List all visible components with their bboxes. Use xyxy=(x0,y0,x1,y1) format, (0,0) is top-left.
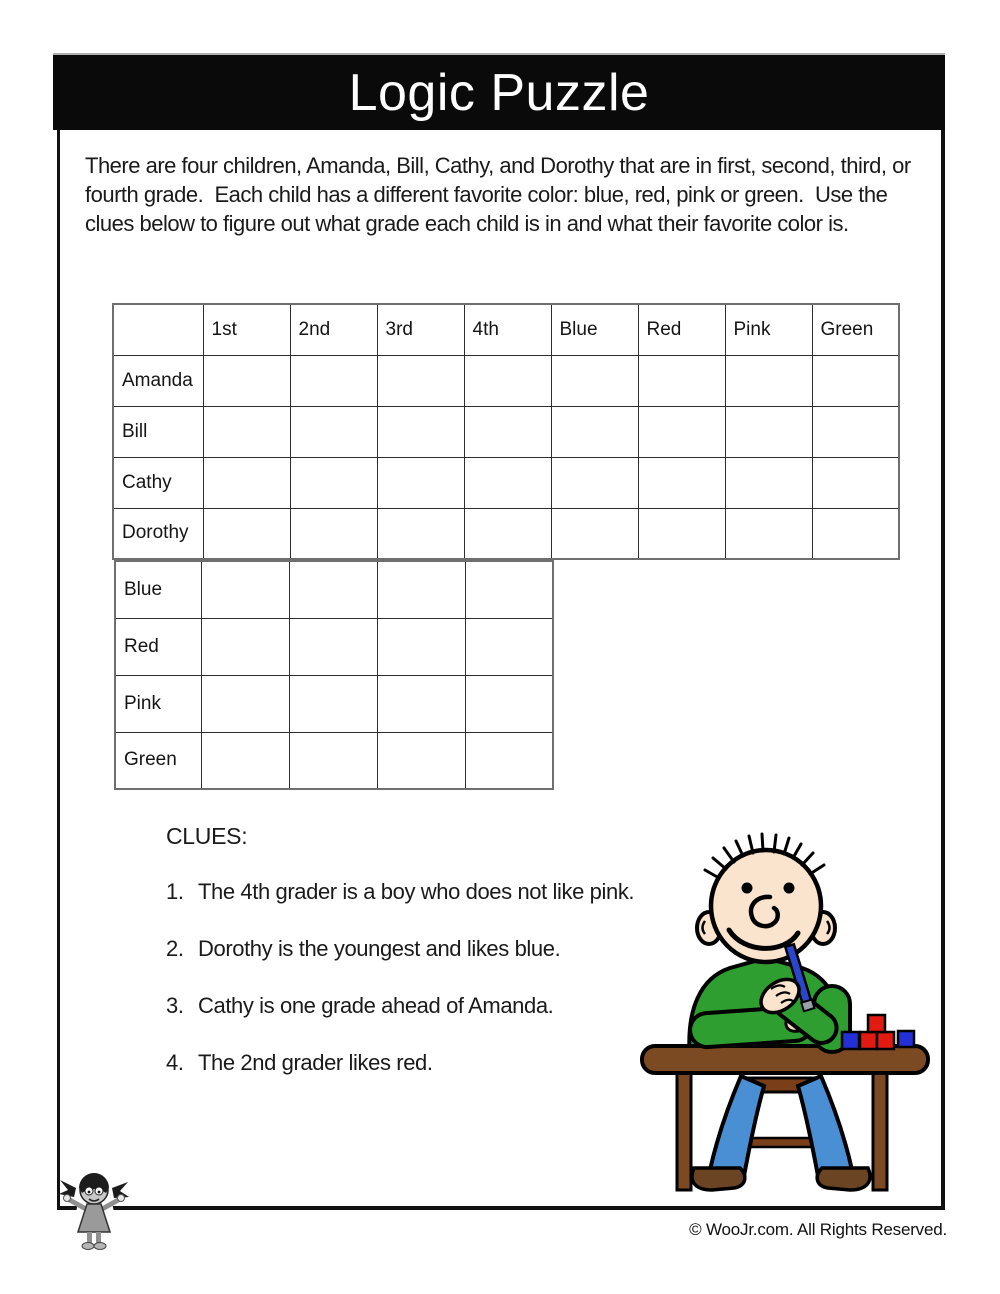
grid-cell xyxy=(465,618,553,675)
grid-cell xyxy=(203,457,290,508)
grid-cell xyxy=(289,732,377,789)
clue-number: 4. xyxy=(166,1050,184,1075)
grid-cell xyxy=(638,406,725,457)
mascot-hand xyxy=(118,1195,125,1202)
row-header-amanda: Amanda xyxy=(113,355,203,406)
grid-cell xyxy=(201,561,289,618)
desk-leg xyxy=(873,1068,887,1190)
grid-cell xyxy=(725,355,812,406)
grid-cell xyxy=(551,355,638,406)
grid-cell xyxy=(203,355,290,406)
boy-eye xyxy=(742,883,753,894)
grid-cell xyxy=(465,732,553,789)
grid-cell xyxy=(812,457,899,508)
logic-grid-main xyxy=(112,303,900,560)
clues-heading: CLUES: xyxy=(166,823,248,849)
grid-cell xyxy=(812,508,899,559)
footer-copyright: © WooJr.com. All Rights Reserved. xyxy=(689,1220,947,1239)
boy-head xyxy=(711,850,821,962)
block-red xyxy=(877,1032,894,1049)
boy-eye xyxy=(784,883,795,894)
row-header-pink: Pink xyxy=(115,675,201,732)
grid-cell xyxy=(377,355,464,406)
grid-cell xyxy=(377,457,464,508)
column-header-3rd: 3rd xyxy=(377,304,464,355)
grid-cell xyxy=(464,355,551,406)
column-header-red: Red xyxy=(638,304,725,355)
grid-cell xyxy=(551,457,638,508)
row-header-bill: Bill xyxy=(113,406,203,457)
clue-text: The 4th grader is a boy who does not like pink. xyxy=(198,879,635,904)
mascot-pupil xyxy=(98,1191,101,1194)
grid-cell xyxy=(638,508,725,559)
boy-shoe xyxy=(692,1168,745,1190)
grid-cell xyxy=(289,618,377,675)
block-blue xyxy=(842,1032,859,1049)
clue-text: The 2nd grader likes red. xyxy=(198,1050,433,1075)
grid-cell xyxy=(638,457,725,508)
grid-cell xyxy=(551,406,638,457)
boy-leg xyxy=(798,1076,852,1176)
grid-cell xyxy=(201,675,289,732)
grid-row-dorothy xyxy=(113,508,899,559)
intro-paragraph: There are four children, Amanda, Bill, Cathy, and Dorothy that are in first, second, third, or fourth grade. Each child has a different favorite color: blue, red, pink or green. Use the clues below to figure out what grade each child is in and what their favorite color is. xyxy=(85,153,917,236)
mascot-hand xyxy=(64,1195,71,1202)
grid-cell xyxy=(377,406,464,457)
grid-cell xyxy=(290,457,377,508)
grid-cell xyxy=(638,355,725,406)
clue-number: 1. xyxy=(166,879,184,904)
grid-cell xyxy=(201,618,289,675)
grid-row-amanda xyxy=(113,355,899,406)
mascot-pupil xyxy=(88,1191,91,1194)
boy-shoe xyxy=(817,1168,870,1190)
grid-cell xyxy=(290,355,377,406)
grid-row-cathy xyxy=(113,457,899,508)
grid-row-red xyxy=(115,618,553,675)
page-title: Logic Puzzle xyxy=(348,63,650,122)
boy-at-desk-illustration xyxy=(628,826,933,1198)
row-header-red: Red xyxy=(115,618,201,675)
column-header-2nd: 2nd xyxy=(290,304,377,355)
grid-cell xyxy=(812,355,899,406)
grid-corner-cell xyxy=(113,304,203,355)
grid-cell xyxy=(465,675,553,732)
row-header-cathy: Cathy xyxy=(113,457,203,508)
clue-number: 2. xyxy=(166,936,184,961)
block-red xyxy=(860,1032,877,1049)
grid-cell xyxy=(290,508,377,559)
column-header-4th: 4th xyxy=(464,304,551,355)
grid-cell xyxy=(289,561,377,618)
row-header-dorothy: Dorothy xyxy=(113,508,203,559)
block-red xyxy=(868,1015,885,1032)
title-bar xyxy=(53,53,945,130)
grid-row-blue xyxy=(115,561,553,618)
grid-cell xyxy=(464,406,551,457)
grid-cell xyxy=(290,406,377,457)
column-header-blue: Blue xyxy=(551,304,638,355)
grid-cell xyxy=(377,675,465,732)
grid-header-row xyxy=(113,304,899,355)
desk-leg xyxy=(677,1068,691,1190)
grid-cell xyxy=(289,675,377,732)
column-header-green: Green xyxy=(812,304,899,355)
grid-cell xyxy=(464,457,551,508)
block-blue xyxy=(898,1031,914,1047)
grid-cell xyxy=(377,732,465,789)
grid-cell xyxy=(464,508,551,559)
grid-cell xyxy=(725,508,812,559)
grid-cell xyxy=(203,508,290,559)
mascot-shoe xyxy=(82,1243,94,1250)
clue-number: 3. xyxy=(166,993,184,1018)
logic-grid-colors xyxy=(114,560,554,790)
row-header-green: Green xyxy=(115,732,201,789)
grid-cell xyxy=(725,406,812,457)
boy-leg xyxy=(710,1076,764,1176)
mascot-shoe xyxy=(94,1243,106,1250)
clue-text: Dorothy is the youngest and likes blue. xyxy=(198,936,561,961)
column-header-1st: 1st xyxy=(203,304,290,355)
grid-cell xyxy=(203,406,290,457)
grid-cell xyxy=(551,508,638,559)
grid-cell xyxy=(377,508,464,559)
grid-cell xyxy=(377,561,465,618)
grid-row-bill xyxy=(113,406,899,457)
grid-row-green xyxy=(115,732,553,789)
girl-mascot-illustration xyxy=(58,1166,130,1254)
clue-text: Cathy is one grade ahead of Amanda. xyxy=(198,993,554,1018)
grid-row-pink xyxy=(115,675,553,732)
grid-cell xyxy=(725,457,812,508)
grid-cell xyxy=(465,561,553,618)
column-header-pink: Pink xyxy=(725,304,812,355)
row-header-blue: Blue xyxy=(115,561,201,618)
grid-cell xyxy=(812,406,899,457)
grid-cell xyxy=(201,732,289,789)
grid-cell xyxy=(377,618,465,675)
